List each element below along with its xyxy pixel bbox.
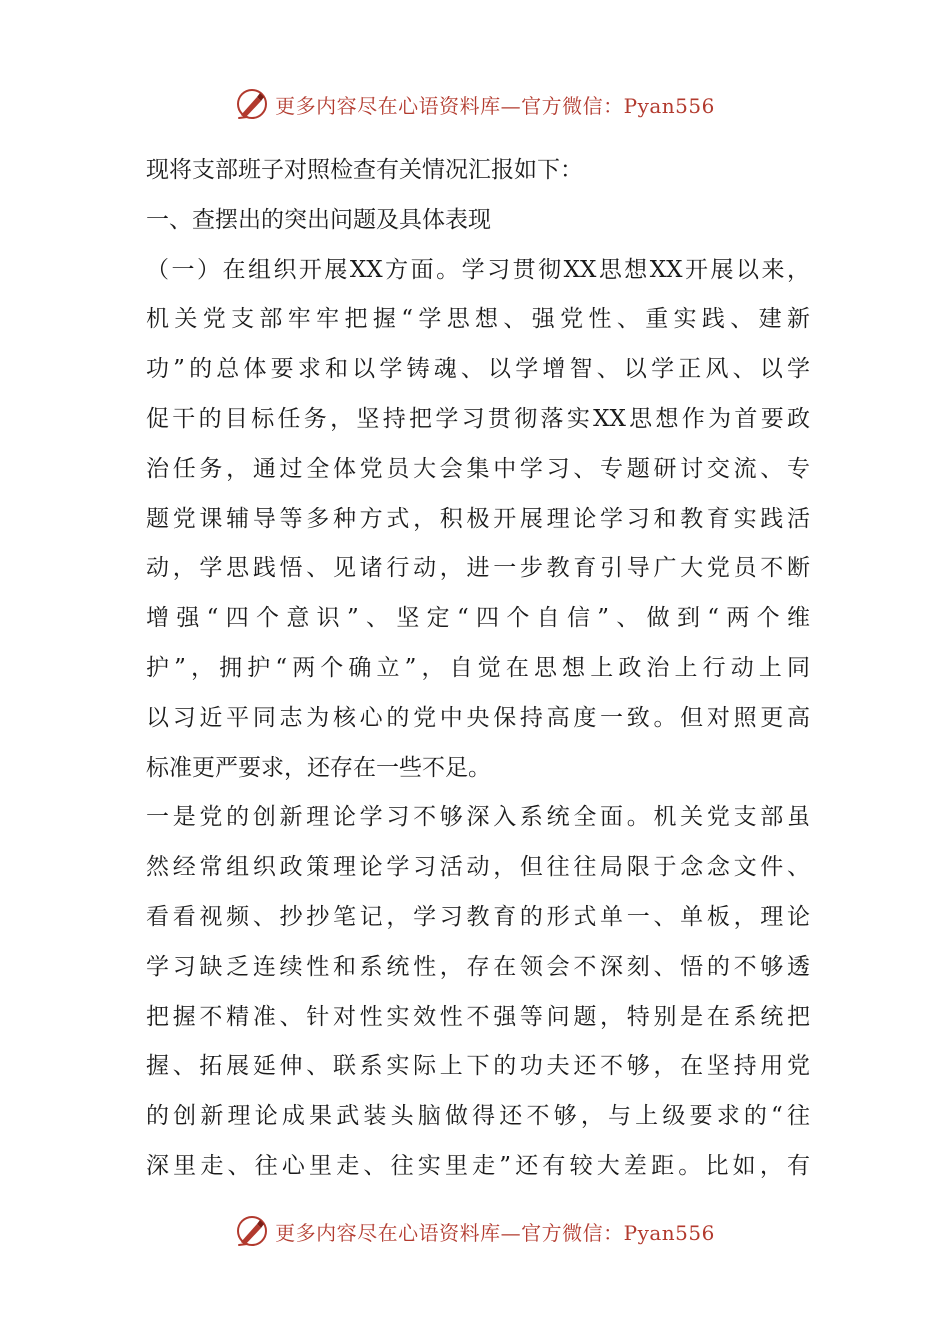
document-body: [146, 146, 810, 1192]
text-line: 握、拓展延伸、联系实际上下的功夫还不够，在坚持用党: [146, 1053, 810, 1080]
header-banner-text: 更多内容尽在心语资料库—官方微信：Pyan556: [275, 93, 715, 118]
text-line: 然经常组织政策理论学习活动，但往往局限于念念文件、: [146, 854, 810, 881]
text-line: 治任务，通过全体党员大会集中学习、专题研讨交流、专: [146, 455, 810, 482]
text-line: 一、查摆出的突出问题及具体表现: [146, 206, 491, 233]
text-line: 深里走、往心里走、往实里走”还有较大差距。比如，有: [146, 1152, 810, 1179]
text-line: 标准更严要求，还存在一些不足。: [146, 754, 491, 781]
text-line: 促干的目标任务，坚持把学习贯彻落实XX思想作为首要政: [146, 405, 810, 432]
text-line: 看看视频、抄抄笔记，学习教育的形式单一、单板，理论: [146, 903, 810, 930]
text-line: 功”的总体要求和以学铸魂、以学增智、以学正风、以学: [146, 356, 810, 383]
text-line: 机关党支部牢牢把握“学思想、强党性、重实践、建新: [146, 306, 810, 333]
pen-circle-logo-icon: [235, 1214, 269, 1248]
text-line: 以习近平同志为核心的党中央保持高度一致。但对照更高: [146, 704, 810, 731]
header-banner: [0, 84, 950, 124]
text-line: 增强“四个意识”、坚定“四个自信”、做到“两个维: [146, 605, 810, 632]
text-line: 把握不精准、针对性实效性不强等问题，特别是在系统把: [146, 1003, 810, 1030]
text-line: 动，学思践悟、见诸行动，进一步教育引导广大党员不断: [146, 555, 810, 582]
text-line: 现将支部班子对照检查有关情况汇报如下：: [146, 157, 583, 183]
pen-circle-logo-icon: [235, 87, 269, 121]
text-line: 学习缺乏连续性和系统性，存在领会不深刻、悟的不够透: [146, 953, 810, 980]
footer-banner: [0, 1211, 950, 1251]
text-line: （一）在组织开展XX方面。学习贯彻XX思想XX开展以来，: [146, 256, 810, 283]
text-line: 的创新理论成果武装头脑做得还不够，与上级要求的“往: [146, 1103, 810, 1130]
text-line: 一是党的创新理论学习不够深入系统全面。机关党支部虽: [146, 804, 810, 831]
text-line: 护”，拥护“两个确立”，自觉在思想上政治上行动上同: [146, 654, 810, 681]
footer-banner-text: 更多内容尽在心语资料库—官方微信：Pyan556: [275, 1220, 715, 1245]
text-line: 题党课辅导等多种方式，积极开展理论学习和教育实践活: [146, 505, 810, 532]
